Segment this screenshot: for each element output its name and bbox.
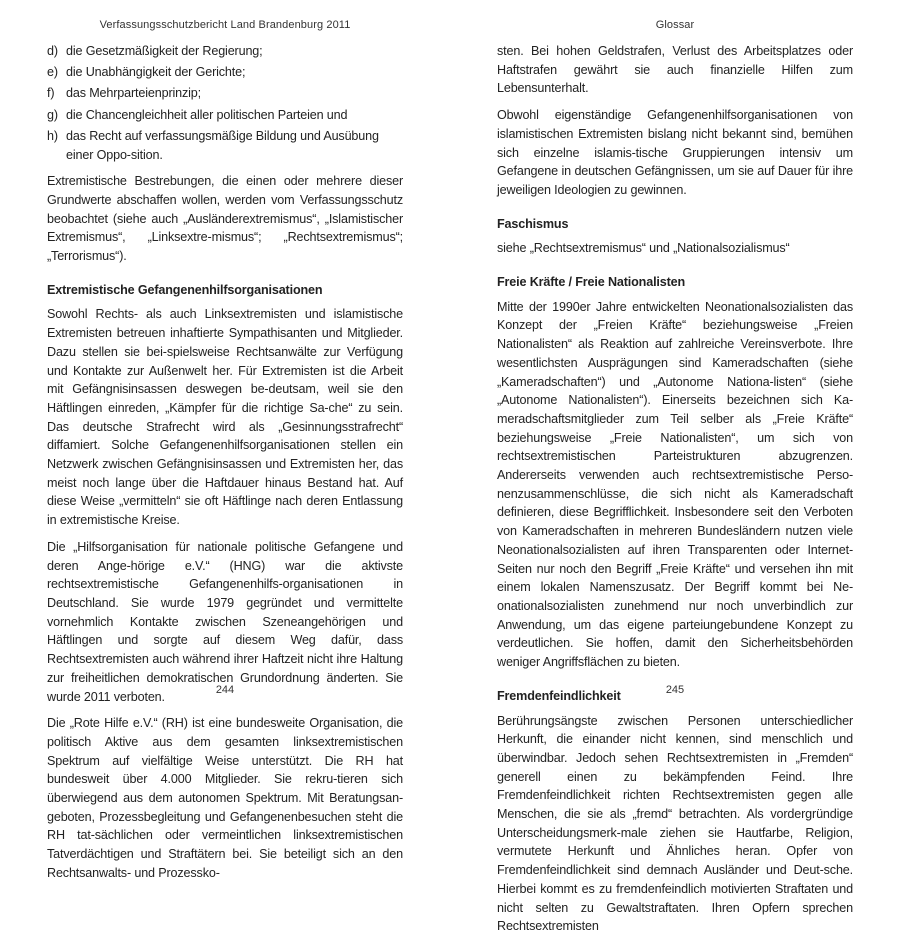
list-marker: f): [47, 86, 55, 101]
right-page: [450, 0, 900, 934]
list-item-text: die Unabhängigkeit der Gerichte;: [66, 65, 246, 80]
list-marker: h): [47, 128, 58, 143]
section-heading-gefangenenhilfsorganisationen: Extremistische Gefangenenhilfsorganisationen: [47, 282, 323, 297]
list-marker: d): [47, 44, 58, 58]
paragraph: Mitte der 1990er Jahre entwickelten Neonationalsozialisten das Konzept der „Freien Kräfte“ beziehungsweise „Freien Nationalisten“ als Reaktion auf zahlreiche Vereinsverbote. Ihre wesentlichsten Ausprägungen sind Kameradschaften (siehe „Kameradschaften“) und „Autonome Nationa-listen“ (siehe „Autonome Nationalisten“). Einerseits bezeichnen sich Ka-meradschaftsmitglieder zum Teil selber als „Freie Kräfte“ beziehungsweise „Freie Nationalisten“, um sich von rechtsextremistischen Parteistrukturen abzugrenzen. Andererseits verwenden auch rechtsextremistische Perso-nenzusammenschlüsse, die sich nicht als Kameradschaft definieren, diese Begrifflichkeit. Insbesondere seit den Verboten von Kameradschaften in mehreren Bundesländern nutzen viele Neonationalsozialisten auf ihren Transparenten oder Internet-Seiten nur noch den Begriff „Freie Kräfte“ und versehen ihn mit einem lokalen Namenszusatz. Der Begriff kommt bei Ne-onationalsozialisten zunehmend nur noch unverbindlich zur Anwendung, um das eigene parteiungebundene Konzept zu verdeutlichen. Sie hoffen, damit den Sicherheitsbehörden weniger Angriffsflächen zu bieten.: [497, 299, 853, 670]
left-page: [0, 0, 450, 880]
list-item-text: das Recht auf verfassungsmäßige Bildung und Ausübung einer Oppo-sition.: [66, 128, 379, 162]
text-column: [497, 42, 853, 944]
list-item: [47, 63, 403, 82]
intro-paragraph: Extremistische Bestrebungen, die einen oder mehrere dieser Grundwerte abschaffen wollen, werden vom Verfassungsschutz beobachtet (siehe auch „Ausländerextremismus“, „Islamistischer Extremismus“, „Linksextre-mismus“; „Rechtsextremismus“; „Terrorismus“).: [47, 174, 403, 264]
cross-reference-paragraph: siehe „Rechtsextremismus“ und „Nationalsozialismus“: [497, 241, 790, 256]
paragraph: Sowohl Rechts- als auch Linksextremisten und islamistische Extremisten betreuen inhaftierte Sympathisanten und Mitglieder. Dazu stellen sie bei-spielsweise Rechtsanwälte zur Verfügung und Kontakte zur Außenwelt her. Für Extremisten ist die Arbeit mit Gefängnisinsassen deswegen be-deutsam, weil sie den Häftlingen einreden, „Kämpfer für die richtige Sa-che“ zu sein. Das deutsche Strafrecht wird als „Gesinnungsstrafrecht“ diffamiert. Solche Gefangenenhilfsorganisationen stellen ein Netzwerk zwischen Gefängnisinsassen und Extremisten her, das meist noch lange über die Haftdauer hinaus Bestand hat. Auf diese Weise „vermitteln“ sie oft Häftlinge nach deren Entlassung in extremistische Kreise.: [47, 307, 403, 528]
text-column: [47, 42, 403, 891]
paragraph: Die „Hilfsorganisation für nationale politische Gefangene und deren Ange-hörige e.V.“ (HNG) war die aktivste rechtsextremistische Gefangenenhilfs-organisationen in Deutschland. Sie wurde 1979 gegründet und vermittelte vornehmlich Kontakte zwischen Szeneangehörigen und Häftlingen und sorgte auf diesem Weg dafür, dass Rechtsextremisten auch während ihrer Haftzeit nicht ihre Haltung zur freiheitlichen demokratischen Grundordnung änderten. Sie wurde 2011 verboten.: [47, 539, 403, 704]
running-header: Verfassungsschutzbericht Land Brandenburg 2011: [99, 19, 351, 31]
principles-list: [47, 42, 403, 164]
list-marker: e): [47, 65, 58, 80]
list-item: [47, 127, 403, 164]
list-item: [47, 42, 403, 61]
paragraph: Berührungsängste zwischen Personen unterschiedlicher Herkunft, die einander nicht kennen, sind menschlich und überwindbar. Jedoch sehen Rechtsextremisten in „Fremden“ generell einen zu bekämpfenden Feind. Ihre Fremdenfeindlichkeit richten Rechtsextremisten gegen alle Menschen, die sie als „fremd“ betrachten. Als vordergründige Unterscheidungsmerk-male ziehen sie Hautfarbe, Religion, vermutete Herkunft und Ähnliches heran. Opfer von Fremdenfeindlichkeit sind demnach Ausländer und Deut-sche. Hierbei kommt es zu fremdenfeindlich motivierten Straftaten und nicht selten zu Gewaltstraftaten. Ihren Opfern sprechen Rechtsextremisten: [497, 713, 853, 934]
list-item-text: die Gesetzmäßigkeit der Regierung;: [66, 44, 263, 58]
page-number: 244: [215, 684, 235, 696]
running-header: Glossar: [655, 19, 695, 31]
list-item: [47, 84, 403, 103]
list-item: [47, 106, 403, 125]
section-heading-faschismus: Faschismus: [497, 216, 569, 231]
paragraph: Obwohl eigenständige Gefangenenhilfsorganisationen von islamistischen Extremisten bislang nicht bekannt sind, bemühen sich einzelne islamis-tische Gruppierungen intensiv um Gefangene in deutschen Gefängnissen, um sie auf Dauer für ihre jeweiligen Ideologien zu gewinnen.: [497, 108, 853, 197]
section-heading-freie-kraefte: Freie Kräfte / Freie Nationalisten: [497, 275, 686, 290]
section-heading-fremdenfeindlichkeit: Fremdenfeindlichkeit: [497, 688, 621, 703]
page-number: 245: [665, 684, 685, 696]
list-item-text: das Mehrparteienprinzip;: [66, 86, 202, 101]
paragraph: Die „Rote Hilfe e.V.“ (RH) ist eine bundesweite Organisation, die politisch Aktive aus dem gesamten linksextremistischen Spektrum auf vielfältige Weise unterstützt. Die RH hat bundesweit über 4.000 Mitglieder. Sie rekru-tieren sich überwiegend aus dem autonomen Spektrum. Mit Beratungsan-geboten, Prozessbegleitung und Gefangenenbesuchen steht die RH tat-sächlichen oder vermeintlichen linksextremistischen Tatverdächtigen und Straftätern bei. Sie beteiligt sich an den Rechtsanwalts- und Prozessko-: [47, 716, 403, 880]
continuation-paragraph: sten. Bei hohen Geldstrafen, Verlust des Arbeitsplatzes oder Haftstrafen gewährt sie auch finanzielle Hilfen zum Lebensunterhalt.: [497, 44, 853, 96]
list-item-text: die Chancengleichheit aller politischen Parteien und: [66, 107, 348, 122]
list-marker: g): [47, 107, 58, 122]
